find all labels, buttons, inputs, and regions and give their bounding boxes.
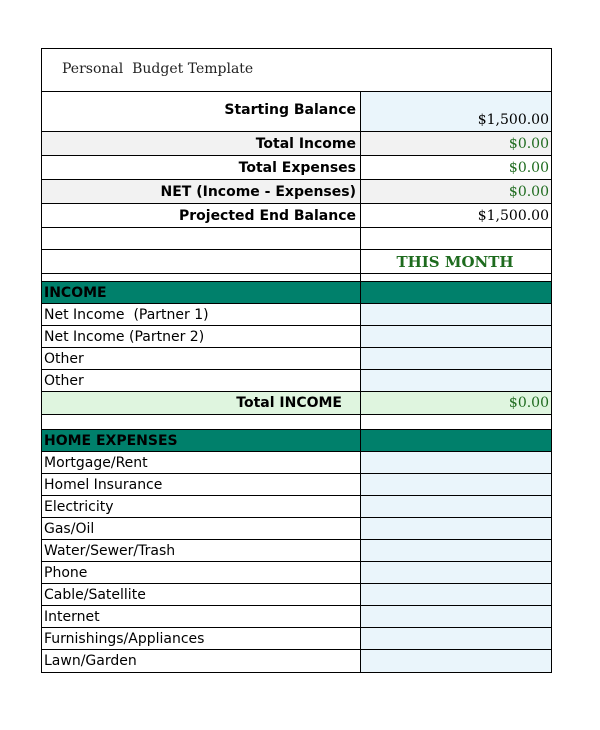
section-header-home-expenses — [42, 430, 551, 452]
expense-row — [42, 628, 551, 650]
expense-row — [42, 540, 551, 562]
expense-row — [42, 606, 551, 628]
column-header-this-month: THIS MONTH — [396, 252, 514, 271]
empty-cell — [42, 250, 361, 273]
sheet-title: Personal Budget Template — [62, 61, 254, 77]
summary-row-total-expenses — [42, 156, 551, 180]
expense-item-label: Lawn/Garden — [42, 650, 361, 672]
spacer-row — [42, 274, 551, 282]
expense-item-label: Internet — [42, 606, 361, 627]
expense-item-input[interactable] — [361, 474, 551, 495]
income-item-label: Net Income (Partner 2) — [42, 326, 361, 347]
section-header-fill — [361, 430, 551, 451]
summary-value: $0.00 — [508, 183, 549, 200]
summary-row-starting-balance — [42, 92, 551, 132]
summary-label: Starting Balance — [42, 92, 361, 131]
empty-cell — [42, 415, 361, 429]
expense-item-input[interactable] — [361, 606, 551, 627]
income-item-input[interactable] — [361, 326, 551, 347]
expense-item-label: Electricity — [42, 496, 361, 517]
expense-item-label: Water/Sewer/Trash — [42, 540, 361, 561]
summary-label: Total Income — [42, 132, 361, 155]
income-item-label: Other — [42, 370, 361, 391]
summary-label: Total Expenses — [42, 156, 361, 179]
summary-value: $0.00 — [508, 159, 549, 176]
expense-item-label: Cable/Satellite — [42, 584, 361, 605]
expense-item-input[interactable] — [361, 452, 551, 473]
income-item-input[interactable] — [361, 370, 551, 391]
expense-item-label: Homel Insurance — [42, 474, 361, 495]
expense-item-input[interactable] — [361, 562, 551, 583]
income-row — [42, 326, 551, 348]
summary-value: $1,500.00 — [477, 207, 549, 224]
expense-row — [42, 584, 551, 606]
expense-row — [42, 474, 551, 496]
section-header-label: INCOME — [42, 282, 361, 303]
summary-row-projected-end — [42, 204, 551, 228]
section-header-fill — [361, 282, 551, 303]
summary-value: $0.00 — [508, 135, 549, 152]
empty-cell — [42, 228, 361, 249]
summary-row-net — [42, 180, 551, 204]
income-item-input[interactable] — [361, 304, 551, 325]
expense-item-input[interactable] — [361, 650, 551, 672]
starting-balance-input[interactable]: $1,500.00 — [361, 92, 551, 131]
expense-item-label: Furnishings/Appliances — [42, 628, 361, 649]
empty-cell — [361, 228, 551, 249]
expense-row — [42, 562, 551, 584]
section-header-income — [42, 282, 551, 304]
income-total-value: $0.00 — [361, 392, 551, 414]
expense-row — [42, 518, 551, 540]
summary-label: Projected End Balance — [42, 204, 361, 227]
income-row — [42, 370, 551, 392]
section-header-label: HOME EXPENSES — [42, 430, 361, 451]
spacer-row — [42, 228, 551, 250]
income-row — [42, 304, 551, 326]
income-total-row — [42, 392, 551, 415]
expense-item-input[interactable] — [361, 540, 551, 561]
expense-item-input[interactable] — [361, 496, 551, 517]
income-total-label: Total INCOME — [42, 392, 361, 414]
income-row — [42, 348, 551, 370]
income-item-label: Other — [42, 348, 361, 369]
empty-cell — [42, 274, 361, 281]
budget-sheet — [41, 48, 552, 673]
expense-item-label: Phone — [42, 562, 361, 583]
expense-item-input[interactable] — [361, 628, 551, 649]
summary-label: NET (Income - Expenses) — [42, 180, 361, 203]
expense-row — [42, 650, 551, 672]
summary-row-total-income — [42, 132, 551, 156]
sheet-title-box — [42, 48, 551, 92]
expense-item-label: Mortgage/Rent — [42, 452, 361, 473]
column-header-row — [42, 250, 551, 274]
expense-item-label: Gas/Oil — [42, 518, 361, 539]
expense-item-input[interactable] — [361, 584, 551, 605]
expense-row — [42, 452, 551, 474]
expense-item-input[interactable] — [361, 518, 551, 539]
income-item-label: Net Income (Partner 1) — [42, 304, 361, 325]
expense-row — [42, 496, 551, 518]
spacer-row — [42, 415, 551, 430]
income-item-input[interactable] — [361, 348, 551, 369]
